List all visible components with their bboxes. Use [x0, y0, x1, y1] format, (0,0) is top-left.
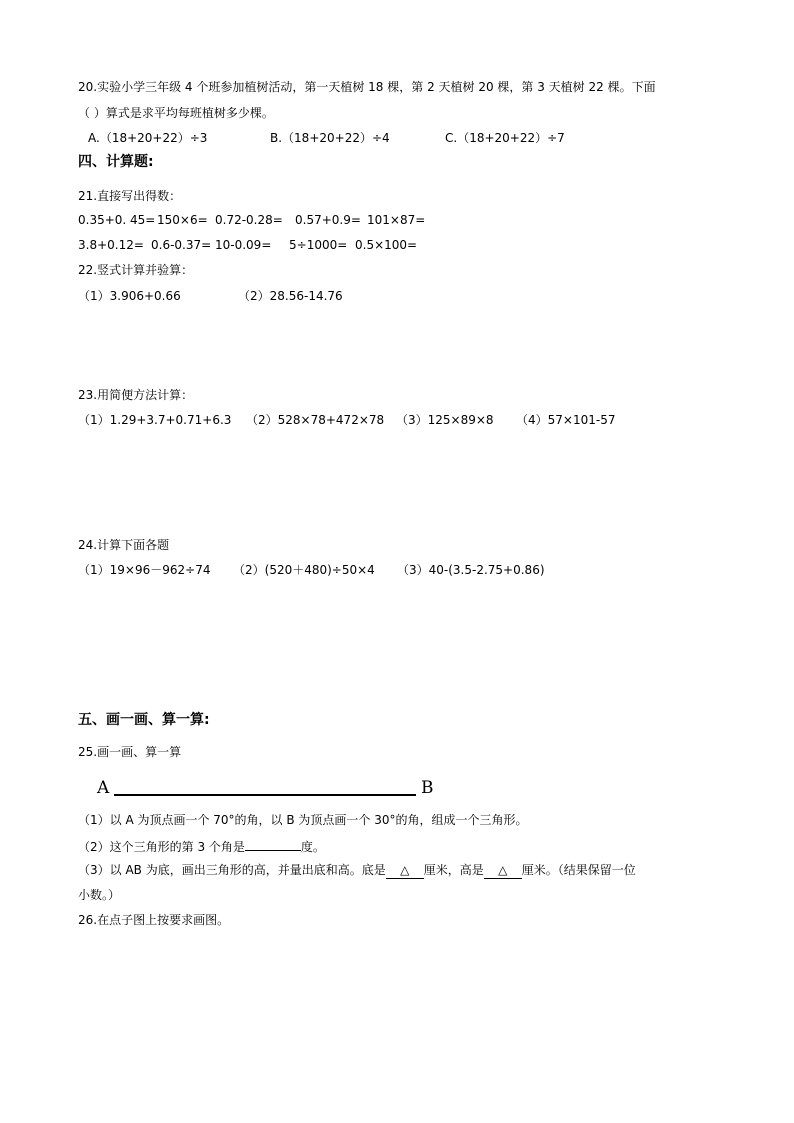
q23-item-2: （2）528×78+472×78 — [246, 413, 385, 427]
q20-option-a: A.（18+20+22）÷3 — [88, 131, 208, 145]
q24-title: 24.计算下面各题 — [78, 538, 170, 552]
q25-part-2-text: （2）这个三角形的第 3 个角是 — [78, 840, 245, 854]
q20-option-b: B.（18+20+22）÷4 — [270, 131, 390, 145]
q24-item-1: （1）19×96－962÷74 — [78, 563, 211, 577]
q23-item-4: （4）57×101-57 — [516, 413, 616, 427]
q22-items — [78, 289, 343, 304]
q21-item: 101×87= — [367, 213, 426, 227]
q22-title: 22.竖式计算并验算： — [78, 263, 194, 277]
q25-part-1: （1）以 A 为顶点画一个 70°的角，以 B 为顶点画一个 30°的角，组成一个三角形。 — [78, 813, 528, 827]
q25-part-2 — [78, 838, 325, 855]
q25-part-3 — [78, 863, 636, 879]
point-a-label: A — [97, 778, 110, 798]
q21-row-2 — [78, 238, 417, 253]
section-4-heading: 四、计算题: — [78, 154, 154, 170]
q25-part-2-unit: 度。 — [300, 840, 325, 854]
q25-part-3-unit2: 厘米。（结果保留一位 — [521, 863, 636, 877]
q22-item-2: （2）28.56-14.76 — [238, 289, 343, 303]
q21-item: 0.72-0.28= — [215, 213, 283, 227]
q20-option-c: C.（18+20+22）÷7 — [445, 131, 565, 145]
q24-item-3: （3）40-(3.5-2.75+0.86) — [397, 563, 545, 577]
q26-title: 26.在点子图上按要求画图。 — [78, 913, 230, 927]
q20-stem-line1: 20.实验小学三年级 4 个班参加植树活动，第一天植树 18 棵，第 2 天植树 20 棵，第 3 天植树 22 棵。下面 — [78, 80, 656, 94]
q24-item-2: （2）(520＋480)÷50×4 — [233, 563, 375, 577]
answer-blank[interactable]: △ — [484, 863, 522, 879]
point-b-label: B — [421, 778, 434, 798]
q20-options — [88, 131, 565, 146]
q25-part-3-cont: 小数。） — [78, 888, 121, 902]
q21-item: 10-0.09= — [215, 238, 272, 252]
section-5-heading: 五、画一画、算一算: — [78, 712, 210, 728]
q20-stem-line2: （ ）算式是求平均每班植树多少棵。 — [78, 106, 274, 120]
q21-item: 150×6= — [157, 213, 208, 227]
q25-part-3-text: （3）以 AB 为底，画出三角形的高，并量出底和高。底是 — [78, 863, 386, 877]
q21-item: 5÷1000= — [289, 238, 348, 252]
q21-item: 0.57+0.9= — [295, 213, 361, 227]
q21-title: 21.直接写出得数： — [78, 189, 182, 203]
q23-item-1: （1）1.29+3.7+0.71+6.3 — [78, 413, 232, 427]
q21-item: 3.8+0.12= — [78, 238, 144, 252]
q25-part-3-unit: 厘米，高是 — [423, 863, 484, 877]
answer-blank[interactable]: △ — [386, 863, 424, 879]
answer-blank[interactable] — [245, 838, 301, 851]
q23-title: 23.用简便方法计算： — [78, 388, 194, 402]
q21-item: 0.6-0.37= — [151, 238, 212, 252]
q23-items — [78, 413, 615, 428]
q21-item: 0.35+0. 45= — [78, 213, 156, 227]
q21-item: 0.5×100= — [355, 238, 418, 252]
q25-title: 25.画一画、算一算 — [78, 745, 182, 759]
q23-item-3: （3）125×89×8 — [396, 413, 494, 427]
q21-row-1 — [78, 213, 425, 228]
q22-item-1: （1）3.906+0.66 — [78, 289, 181, 303]
segment-ab — [114, 794, 416, 796]
q24-items — [78, 563, 545, 578]
